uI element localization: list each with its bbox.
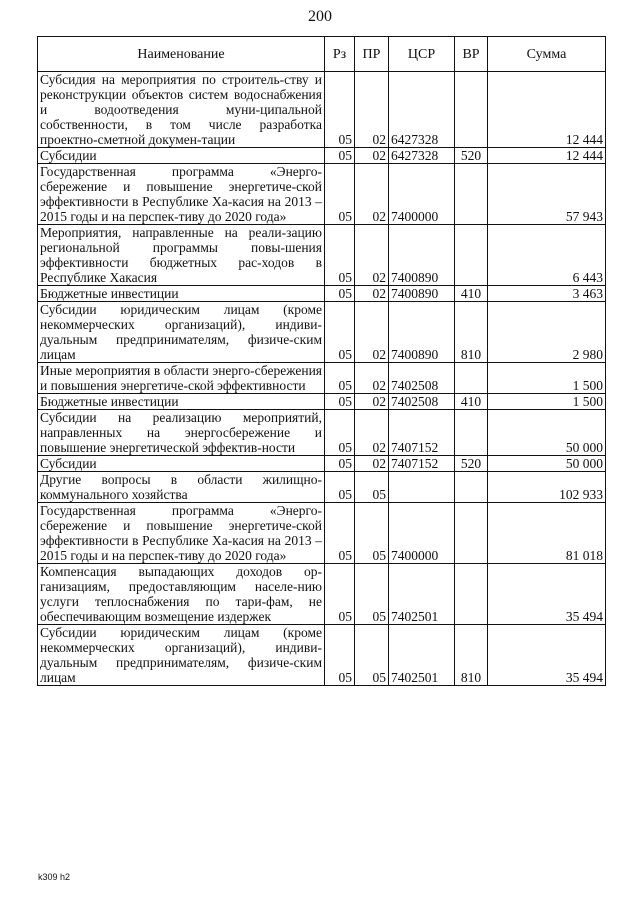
row-csr: 7402508: [389, 394, 455, 410]
row-vr: [455, 564, 488, 625]
row-sum: 81 018: [488, 503, 606, 564]
row-csr: 7407152: [389, 410, 455, 456]
table-row: [38, 286, 606, 302]
row-sum: 35 494: [488, 564, 606, 625]
footer-code: k309 h2: [38, 872, 71, 882]
table-row: [38, 625, 606, 686]
table-row: [38, 225, 606, 286]
table-row: [38, 164, 606, 225]
row-vr: [455, 72, 488, 148]
column-header-csr: ЦСР: [389, 37, 455, 72]
row-pr: 02: [355, 394, 389, 410]
row-name: Компенсация выпадающих доходов ор-ганизациям, предоставляющим населе-нию услуги теплоснабжения по тари-фам, не обеспечивающим возмещение издержек: [38, 564, 325, 625]
row-csr: 7400890: [389, 286, 455, 302]
table-row: [38, 148, 606, 164]
row-pr: 05: [355, 564, 389, 625]
row-rz: 05: [325, 148, 355, 164]
row-csr: [389, 472, 455, 503]
row-name: Государственная программа «Энерго-сбережение и повышение энергетиче-ской эффективности в Республике Ха-касия на 2013 – 2015 годы и на перспек-тиву до 2020 года»: [38, 503, 325, 564]
table-row: [38, 456, 606, 472]
row-pr: 02: [355, 456, 389, 472]
row-pr: 05: [355, 503, 389, 564]
row-vr: [455, 472, 488, 503]
table-row: [38, 302, 606, 363]
row-name: Субсидии: [38, 456, 325, 472]
row-csr: 7400000: [389, 164, 455, 225]
row-name: Субсидии юридическим лицам (кроме некоммерческих организаций), индиви-дуальным предпринимателям, физиче-ским лицам: [38, 302, 325, 363]
row-rz: 05: [325, 503, 355, 564]
row-pr: 02: [355, 410, 389, 456]
row-rz: 05: [325, 225, 355, 286]
row-rz: 05: [325, 164, 355, 225]
row-rz: 05: [325, 394, 355, 410]
row-csr: 7402501: [389, 625, 455, 686]
table-row: [38, 564, 606, 625]
row-sum: 2 980: [488, 302, 606, 363]
row-csr: 7400890: [389, 225, 455, 286]
row-sum: 12 444: [488, 72, 606, 148]
row-rz: 05: [325, 625, 355, 686]
row-name: Бюджетные инвестиции: [38, 394, 325, 410]
row-name: Бюджетные инвестиции: [38, 286, 325, 302]
row-sum: 12 444: [488, 148, 606, 164]
row-pr: 02: [355, 164, 389, 225]
table-row: [38, 503, 606, 564]
row-name: Субсидии на реализацию мероприятий, направленных на энергосбережение и повышение энергетической эффектив-ности: [38, 410, 325, 456]
row-pr: 05: [355, 472, 389, 503]
row-name: Государственная программа «Энерго-сбережение и повышение энергетиче-ской эффективности в Республике Ха-касия на 2013 – 2015 годы и на перспек-тиву до 2020 года»: [38, 164, 325, 225]
row-csr: 7402501: [389, 564, 455, 625]
row-sum: 50 000: [488, 456, 606, 472]
table-row: [38, 394, 606, 410]
row-pr: 02: [355, 363, 389, 394]
row-sum: 6 443: [488, 225, 606, 286]
column-header-sum: Сумма: [488, 37, 606, 72]
budget-table: [37, 36, 606, 686]
row-vr: 410: [455, 394, 488, 410]
row-vr: 810: [455, 302, 488, 363]
row-rz: 05: [325, 286, 355, 302]
row-vr: 520: [455, 456, 488, 472]
row-rz: 05: [325, 410, 355, 456]
row-rz: 05: [325, 363, 355, 394]
row-csr: 6427328: [389, 72, 455, 148]
row-vr: [455, 503, 488, 564]
row-vr: 810: [455, 625, 488, 686]
row-name: Иные мероприятия в области энерго-сбережения и повышения энергетиче-ской эффективности: [38, 363, 325, 394]
column-header-pr: ПР: [355, 37, 389, 72]
row-sum: 1 500: [488, 363, 606, 394]
row-sum: 57 943: [488, 164, 606, 225]
row-sum: 102 933: [488, 472, 606, 503]
row-name: Субсидии: [38, 148, 325, 164]
row-name: Мероприятия, направленные на реали-зацию региональной программы повы-шения эффективности бюджетных рас-ходов в Республике Хакасия: [38, 225, 325, 286]
row-sum: 50 000: [488, 410, 606, 456]
row-vr: 520: [455, 148, 488, 164]
row-name: Другие вопросы в области жилищно-коммунального хозяйства: [38, 472, 325, 503]
row-sum: 1 500: [488, 394, 606, 410]
row-csr: 7400890: [389, 302, 455, 363]
row-vr: [455, 363, 488, 394]
table-row: [38, 410, 606, 456]
row-csr: 6427328: [389, 148, 455, 164]
table-row: [38, 72, 606, 148]
row-pr: 02: [355, 225, 389, 286]
row-csr: 7407152: [389, 456, 455, 472]
row-pr: 05: [355, 625, 389, 686]
row-pr: 02: [355, 302, 389, 363]
row-pr: 02: [355, 286, 389, 302]
row-name: Субсидия на мероприятия по строитель-ству и реконструкции объектов систем водоснабжения и водоотведения муни-ципальной собственности, в том числе разработка проектно-сметной докумен-тации: [38, 72, 325, 148]
row-vr: [455, 164, 488, 225]
row-rz: 05: [325, 456, 355, 472]
column-header-name: Наименование: [38, 37, 325, 72]
row-vr: 410: [455, 286, 488, 302]
column-header-rz: Рз: [325, 37, 355, 72]
row-csr: 7400000: [389, 503, 455, 564]
row-rz: 05: [325, 564, 355, 625]
row-rz: 05: [325, 472, 355, 503]
table-row: [38, 363, 606, 394]
table-row: [38, 472, 606, 503]
row-csr: 7402508: [389, 363, 455, 394]
row-rz: 05: [325, 302, 355, 363]
row-pr: 02: [355, 148, 389, 164]
table-header-row: [38, 37, 606, 72]
row-vr: [455, 225, 488, 286]
row-sum: 35 494: [488, 625, 606, 686]
row-name: Субсидии юридическим лицам (кроме некоммерческих организаций), индиви-дуальным предпринимателям, физиче-ским лицам: [38, 625, 325, 686]
row-pr: 02: [355, 72, 389, 148]
column-header-vr: ВР: [455, 37, 488, 72]
page-number: 200: [308, 8, 332, 25]
row-rz: 05: [325, 72, 355, 148]
row-sum: 3 463: [488, 286, 606, 302]
row-vr: [455, 410, 488, 456]
